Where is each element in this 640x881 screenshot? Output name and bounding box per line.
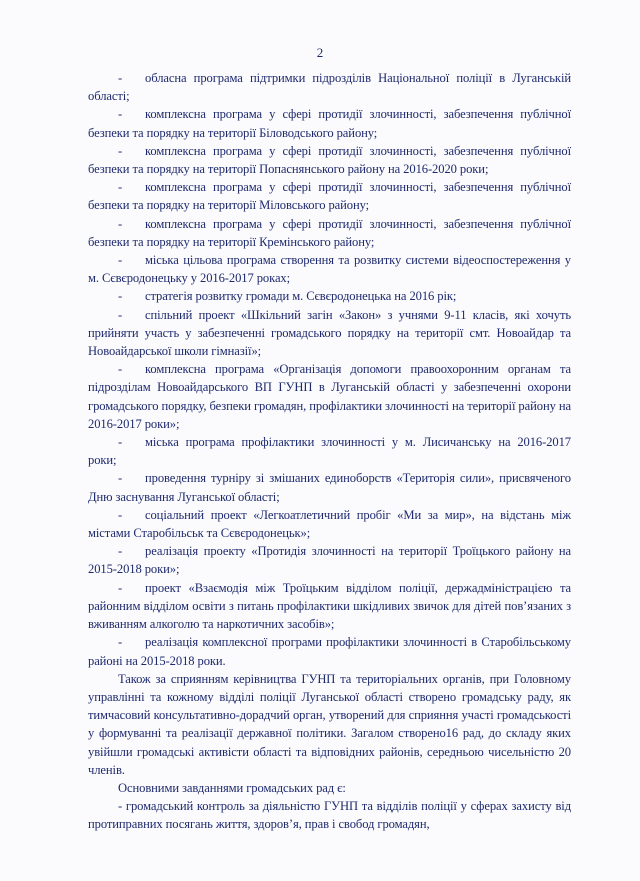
- list-item: [88, 105, 571, 141]
- list-item-text: проект «Взаємодія між Троїцьким відділом поліції, держадміністрацією та районним відділом освіти з питань профілактики шкідливих звичок для дітей пов’язаних з вживанням алкоголю та наркотичних засобів»;: [88, 580, 571, 632]
- list-dash: -: [118, 180, 123, 195]
- list-item-text: реалізація проекту «Протидія злочинності на території Троїцького району на 2015-2018 роки»;: [88, 544, 571, 577]
- list-item-text: реалізація комплексної програми профілактики злочинності в Старобільському районі на 2015-2018 роки.: [88, 635, 571, 668]
- list-dash: -: [118, 216, 123, 231]
- list-item: [88, 433, 571, 469]
- page-number: 2: [316, 45, 324, 60]
- list-dash: -: [118, 635, 123, 650]
- list-item: [88, 469, 571, 505]
- list-item: [88, 542, 571, 578]
- list-item: [88, 360, 571, 433]
- list-dash: -: [118, 253, 123, 268]
- list-item-text: комплексна програма у сфері протидії злочинності, забезпечення публічної безпеки та порядку на території Попаснянського району на 2016-2020 роки;: [88, 143, 571, 177]
- list-item: [88, 306, 571, 361]
- list-item: [88, 633, 571, 669]
- list-item-text: міська цільова програма створення та розвитку системи відеоспостереження у м. Сєвєродонецьку у 2016-2017 роках;: [88, 253, 571, 286]
- list-item-text: міська програма профілактики злочинності у м. Лисичанську на 2016-2017 роки;: [88, 435, 571, 468]
- list-dash: -: [118, 435, 123, 450]
- list-item: [88, 215, 571, 251]
- list-item: [88, 178, 571, 214]
- list-dash: -: [118, 71, 123, 85]
- list-dash: -: [118, 507, 123, 522]
- list-item-text: комплексна програма у сфері протидії злочинності, забезпечення публічної безпеки та порядку на території Біловодського району;: [88, 107, 571, 140]
- paragraph-tasks-first: - громадський контроль за діяльністю ГУНП та відділів поліції у сферах захисту від протиправних посягань життя, здоров’я, прав і свобод громадян,: [88, 799, 571, 832]
- list-item-text: обласна програма підтримки підрозділів Національної поліції в Луганській області;: [88, 71, 571, 104]
- paragraph-public-council: Також за сприянням керівництва ГУНП та територіальних органів, при Головному управлінні та кожному відділі поліції Луганської області створено громадську раду, як тимчасовий консультативно-дорадчий орган, утворений для сприяння участі громадськості у формуванні та реалізації державної політики. Загалом створено16 рад, до складу яких увійшли громадські активісти області та відповідних районів, середньою чисельністю 20 членів.: [88, 671, 571, 777]
- list-item-text: соціальний проект «Легкоатлетичний пробіг «Ми за мир», на відстань між містами Старобільськ та Сєвєродонецьк»;: [88, 507, 571, 541]
- list-dash: -: [118, 362, 123, 377]
- list-item: [88, 251, 571, 287]
- list-item-text: комплексна програма «Організація допомоги правоохоронним органам та підрозділам Новоайдарського ВП ГУНП в Луганській області у забезпеченні охорони громадського порядку, безпеки громадян, профілактики злочинності на території району на 2016-2017 роки»;: [88, 362, 571, 431]
- list-dash: -: [118, 471, 123, 486]
- list-item: [88, 69, 571, 105]
- list-item-text: проведення турніру зі змішаних единоборств «Територія сили», присвяченого Дню заснування Луганської області;: [88, 471, 571, 504]
- list-item-text: стратегія розвитку громади м. Сєвєродонецька на 2016 рік;: [145, 289, 457, 304]
- list-dash: -: [118, 143, 123, 158]
- list-item-text: комплексна програма у сфері протидії злочинності, забезпечення публічної безпеки та порядку на території Міловського району;: [88, 180, 571, 213]
- list-item: [88, 287, 571, 305]
- document-body: [88, 69, 571, 834]
- paragraph-tasks-intro: Основними завданнями громадських рад є:: [118, 780, 346, 795]
- list-item: [88, 142, 571, 178]
- list-item: [88, 506, 571, 542]
- list-dash: -: [118, 107, 123, 122]
- list-item-text: спільний проект «Шкільний загін «Закон» з учнями 9-11 класів, які хочуть прийняти участь у забезпеченні громадського порядку на території смт. Новоайдар та Новоайдарської школи гімназії»;: [88, 307, 571, 359]
- list-dash: -: [118, 544, 123, 559]
- list-item-text: комплексна програма у сфері протидії злочинності, забезпечення публічної безпеки та порядку на території Кремінського району;: [88, 216, 571, 249]
- list-dash: -: [118, 307, 123, 322]
- list-item: [88, 579, 571, 634]
- list-dash: -: [118, 289, 123, 304]
- list-dash: -: [118, 580, 123, 595]
